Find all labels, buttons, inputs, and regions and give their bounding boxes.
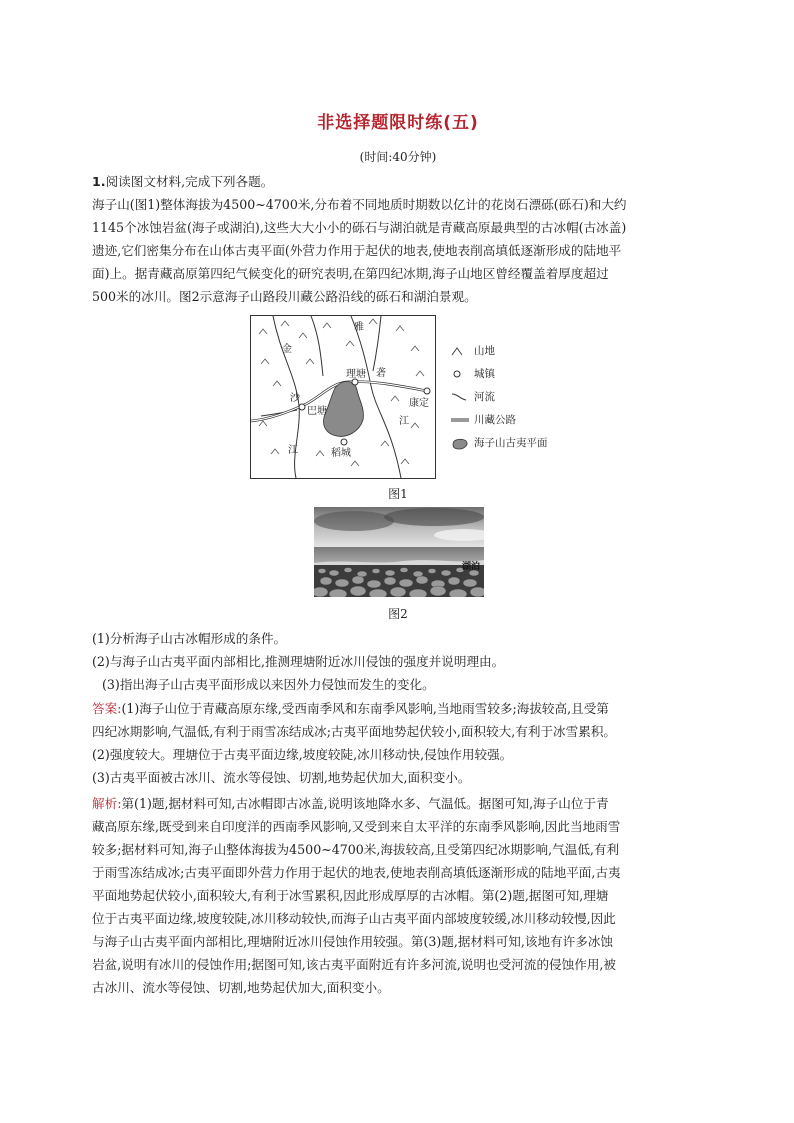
sub-question-1: (1)分析海子山古冰帽形成的条件。: [92, 631, 287, 646]
label-jin: 金: [282, 344, 292, 355]
mountain-icon: [450, 345, 470, 357]
explanation-line: 古冰川、流水等侵蚀、切割,地势起伏加大,面积变小。: [92, 980, 390, 995]
lake-photo: [314, 507, 484, 597]
explanation-line: 较多;据材料可知,海子山整体海拔为4500~4700米,海拔较高,且受第四纪冰期影响,气温低,有利: [92, 842, 620, 857]
answer-line: (3)古夷平面被古冰川、流水等侵蚀、切割,地势起伏加大,面积变小。: [92, 770, 471, 785]
explanation-line: 藏高原东缘,既受到来自印度洋的西南季风影响,又受到来自太平洋的东南季风影响,因此当地雨雪: [92, 819, 621, 834]
sub-question-2: (2)与海子山古夷平面内部相比,推测理塘附近冰川侵蚀的强度并说明理由。: [92, 654, 505, 669]
batang-dot: [299, 404, 305, 410]
town-icon: [450, 368, 470, 380]
figure2-photo: [314, 507, 484, 597]
legend-plateau: 海子山古夷平面: [450, 432, 548, 455]
explanation-label: 解析:: [92, 796, 122, 811]
passage-line: 500米的冰川。图2示意海子山路段川藏公路沿线的砾石和湖泊景观。: [92, 289, 477, 304]
page-title: 非选择题限时练(五): [317, 113, 479, 133]
explanation-line: 解析:第(1)题,据材料可知,古冰帽即古冰盖,说明该地降水多、气温低。据图可知,海子山位于青: [92, 796, 609, 811]
label-ya: 雅: [354, 322, 364, 333]
label-batang: 巴塘: [307, 406, 327, 417]
label-kangding: 康定: [409, 398, 429, 409]
explanation-line: 于雨雪冻结成冰;古夷平面即外营力作用于起伏的地表,使地表削高填低逐渐形成的陆地平面,古夷: [92, 865, 621, 880]
answer-label: 答案:: [92, 701, 122, 716]
explanation-line: 与海子山古夷平面内部相比,理塘附近冰川侵蚀作用较强。第(3)题,据材料可知,该地有许多冰蚀: [92, 934, 614, 949]
passage-line: 面)上。据青藏高原第四纪气候变化的研究表明,在第四纪冰期,海子山地区曾经覆盖着厚度超过: [92, 266, 609, 281]
answer-line: 答案:(1)海子山位于青藏高原东缘,受西南季风和东南季风影响,当地雨雪较多;海拔较高,且受第: [92, 701, 609, 716]
legend-mountain: 山地: [450, 340, 548, 363]
legend-highway: 川藏公路: [450, 409, 548, 432]
river-icon: [450, 391, 470, 403]
passage-line: 海子山(图1)整体海拔为4500~4700米,分布着不同地质时期数以亿计的花岗石漂砾(砾石)和大约: [92, 197, 627, 212]
sub-question-3: (3)指出海子山古夷平面形成以来因外力侵蚀而发生的变化。: [102, 677, 435, 692]
daocheng-dot: [341, 439, 347, 445]
plateau-icon: [450, 437, 470, 451]
highway-icon: [450, 414, 470, 426]
figure1-caption: 图1: [388, 487, 408, 501]
explanation-line: 位于古夷平面边缘,坡度较陡,冰川移动较快,而海子山古夷平面内部坡度较缓,冰川移动较慢,因此: [92, 911, 616, 926]
label-jiang-left: 江: [288, 445, 298, 456]
legend-town: 城镇: [450, 363, 548, 386]
time-limit: (时间:40分钟): [359, 150, 437, 164]
label-daocheng: 稻城: [331, 448, 351, 459]
label-sha: 沙: [290, 393, 300, 404]
question-prompt: 阅读图文材料,完成下列各题。: [105, 174, 274, 189]
label-litang: 理塘: [346, 369, 366, 380]
legend-river: 河流: [450, 386, 548, 409]
answer-line: 四纪冰期影响,气温低,有利于雨雪冻结成冰;古夷平面地势起伏较小,面积较大,有利于冰雪累积。: [92, 724, 617, 739]
label-jiang-right: 江: [399, 416, 409, 427]
photo-lake-label: 湖泊: [462, 562, 481, 572]
question-number: 1.: [92, 174, 106, 189]
map-legend: [450, 340, 548, 455]
explanation-line: 平面地势起伏较小,面积较大,有利于冰雪累积,因此形成厚厚的古冰帽。第(2)题,据图可知,理塘: [92, 888, 609, 903]
answer-line: (2)强度较大。理塘位于古夷平面边缘,坡度较陡,冰川移动快,侵蚀作用较强。: [92, 747, 513, 762]
map-drawing: [251, 316, 435, 478]
label-long: 砻: [376, 368, 386, 379]
kangding-dot: [424, 388, 430, 394]
figure2-caption: 图2: [388, 607, 408, 621]
passage-line: 遗迹,它们密集分布在山体古夷平面(外营力作用于起伏的地表,使地表削高填低逐渐形成的陆地平: [92, 243, 622, 258]
figure1-map: [250, 315, 436, 479]
question-prompt-line: [92, 172, 273, 192]
explanation-line: 岩盆,说明有冰川的侵蚀作用;据图可知,该古夷平面附近有许多河流,说明也受河流的侵蚀作用,被: [92, 957, 617, 972]
passage-line: 1145个冰蚀岩盆(海子或湖泊),这些大大小小的砾石与湖泊就是青藏高原最典型的古冰帽(古冰盖): [92, 220, 627, 235]
